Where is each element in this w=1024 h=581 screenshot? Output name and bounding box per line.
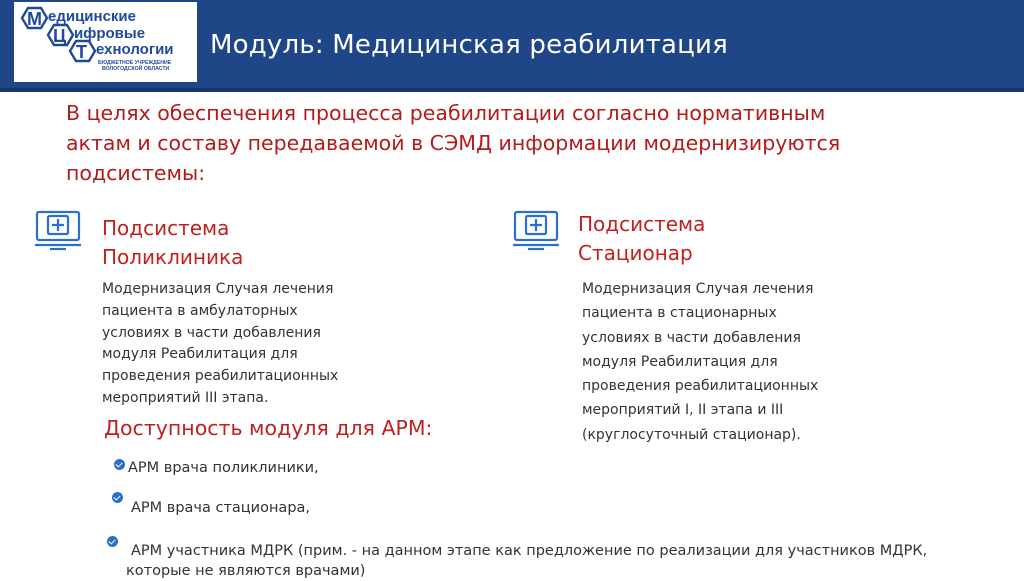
subsystem-poliklinika-title [102,214,243,272]
description-line: проведения реабилитационных [582,378,819,395]
logo-word-2: ифровые [74,25,146,42]
header-stripe [0,88,1024,92]
description-line: пациента в стационарных [582,305,777,322]
medical-monitor-icon [34,208,82,252]
description-line: Модернизация Случая лечения [582,281,814,297]
logo-word-1: едицинские [48,8,137,25]
medical-monitor-icon [512,208,560,252]
subsystem-title-line: Поликлиника [102,245,244,269]
page-title: Модуль: Медицинская реабилитация [210,30,728,60]
description-line: проведения реабилитационных [102,368,339,385]
arm-availability-title: Доступность модуля для АРМ: [104,416,433,440]
arm-item-mdrk-continuation: которые не являются врачами) [126,563,366,579]
description-line: мероприятий III этапа. [102,389,269,406]
arm-item-mdrk: АРМ участника МДРК (прим. - на данном этапе как предложение по реализации для участников МДРК, [131,543,928,559]
checkmark-icon [114,459,125,470]
logo-letter-c: Ц [53,26,67,46]
description-line: модуля Реабилитация для [582,353,778,370]
intro-text: В целях обеспечения процесса реабилитации согласно нормативным актам и составу передаваемой в СЭМД информации модернизируются подсистемы: [66,101,841,185]
logo-caption-1: БЮДЖЕТНОЕ УЧРЕЖДЕНИЕ [98,60,172,66]
description-line: пациента в амбулаторных [102,302,298,319]
subsystem-title-line: Подсистема [102,216,230,240]
subsystem-title-line: Стационар [578,241,693,265]
checkmark-icon [112,492,123,503]
description-line: мероприятий I, II этапа и III [582,402,784,419]
description-line: Модернизация Случая лечения [102,281,334,297]
logo-letter-m: М [27,9,42,29]
description-line: (круглосуточный стационар). [582,426,801,443]
subsystem-poliklinika-description [102,279,338,410]
description-line: условиях в части добавления [582,329,801,346]
description-line: модуля Реабилитация для [102,346,298,363]
arm-item-poliklinika: АРМ врача поликлиники, [128,460,319,476]
logo-caption-2: ВОЛОГОДСКОЙ ОБЛАСТИ [102,66,170,72]
subsystem-stacionar-title [578,210,705,268]
logo-hexagons-icon [14,2,197,82]
arm-item-stacionar: АРМ врача стационара, [131,500,311,516]
organization-logo [14,2,197,82]
subsystem-title-line: Подсистема [578,212,706,236]
subsystem-stacionar-description [582,277,818,447]
logo-word-3: ехнологии [96,41,174,58]
checkmark-icon [107,536,118,547]
description-line: условиях в части добавления [102,324,321,341]
logo-letter-t: Т [76,42,87,62]
